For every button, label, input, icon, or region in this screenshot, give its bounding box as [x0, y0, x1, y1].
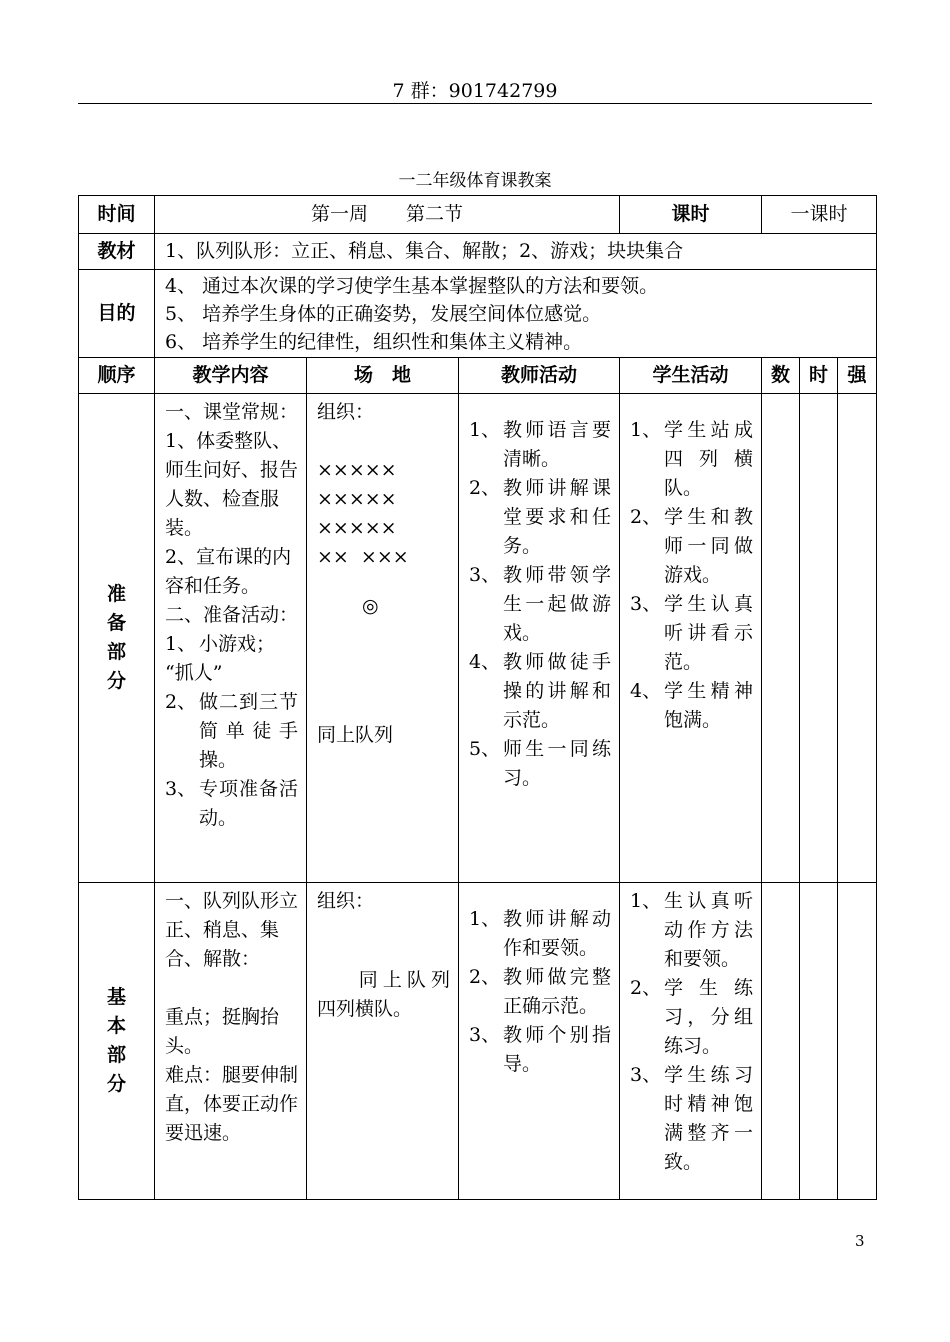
item-number: 4、: [469, 651, 501, 673]
item-number: 2、: [469, 966, 501, 988]
col-teacher: 教师活动: [459, 358, 620, 394]
formation-row: ×××××: [317, 488, 397, 510]
teacher-position-mark: ◎: [362, 595, 379, 617]
lesson-plan-table: [78, 195, 877, 1200]
prep-content-item: [165, 688, 298, 775]
teacher-activity-item: [469, 474, 611, 561]
col-count: 数: [762, 358, 800, 394]
teacher-activity-item: [469, 735, 611, 793]
time-row: [79, 196, 877, 234]
goal-row: [79, 270, 877, 358]
prep-content-item: [165, 630, 298, 659]
formation-row: ×××××: [317, 517, 397, 539]
col-content: 教学内容: [155, 358, 307, 394]
prep-content-item: [165, 775, 298, 833]
time-label: 时间: [79, 196, 155, 234]
material-row: [79, 234, 877, 270]
item-number: 2、: [165, 691, 197, 713]
goal-item: 6、 培养学生的纪律性，组织性和集体主义精神。: [165, 330, 583, 353]
goal-item: 5、 培养学生身体的正确姿势，发展空间体位感觉。: [165, 302, 602, 325]
formation-row: ×× ×××: [317, 546, 409, 568]
intensity-cell: [838, 394, 877, 883]
student-activity-item: [630, 590, 753, 677]
item-text: 学生认真听讲看示范。: [664, 593, 754, 673]
period-label: 课时: [620, 196, 762, 234]
item-text: 学生练习时精神饱满整齐一致。: [664, 1064, 754, 1173]
formation-row: ×××××: [317, 459, 397, 481]
document-title: 一二年级体育课教案: [398, 171, 552, 191]
column-header-row: [79, 358, 877, 394]
item-text: 教师语言要清晰。: [503, 419, 612, 470]
item-text: 专项准备活动。: [199, 778, 298, 829]
item-number: 2、: [630, 506, 662, 528]
teacher-activity-item: [469, 1021, 611, 1079]
item-text: 教师带领学生一起做游戏。: [503, 564, 612, 644]
item-text: 学生和教师一同做游戏。: [664, 506, 754, 586]
col-venue: 场 地: [307, 358, 459, 394]
basic-difficulty: 难点：腿要伸制直，体要正动作要迅速。: [165, 1064, 299, 1144]
item-number: 1、: [469, 908, 501, 930]
item-text: 师生一同练习。: [503, 738, 612, 789]
count-cell: [762, 394, 800, 883]
item-text: 小游戏；: [199, 633, 276, 655]
goal-item: 4、 通过本次课的学习使学生基本掌握整队的方法和要领。: [165, 274, 659, 297]
item-text: 做二到三节简单徒手操。: [199, 691, 298, 771]
teacher-activity-item: [469, 648, 611, 735]
student-activity-item: [630, 677, 753, 735]
item-number: 1、: [630, 419, 662, 441]
prep-row: [79, 394, 877, 883]
item-text: 教师做完整正确示范。: [503, 966, 612, 1017]
col-time: 时: [800, 358, 838, 394]
item-number: 3、: [630, 1064, 662, 1086]
student-activity-item: [630, 416, 753, 503]
count-cell: [762, 883, 800, 1200]
item-number: 3、: [469, 1024, 501, 1046]
item-text: 教师做徒手操的讲解和示范。: [503, 651, 612, 731]
prep-content-line: “抓人”: [165, 662, 223, 684]
material-value: 1、队列队形：立正、稍息、集合、解散；2、游戏；块块集合: [155, 234, 877, 270]
teacher-activity-item: [469, 905, 611, 963]
item-text: 生认真听动作方法和要领。: [664, 890, 754, 970]
item-number: 3、: [469, 564, 501, 586]
item-number: 3、: [165, 778, 197, 800]
prep-label: 准备部分: [106, 583, 126, 692]
venue-org-label: 组织：: [317, 890, 375, 912]
item-text: 教师讲解课堂要求和任务。: [503, 477, 612, 557]
time-cell: [800, 883, 838, 1200]
item-number: 4、: [630, 680, 662, 702]
student-activity-item: [630, 1061, 753, 1177]
venue-same-formation: 同上队列四列横队。: [317, 969, 450, 1020]
item-text: 学生精神饱满。: [664, 680, 754, 731]
teacher-activity-item: [469, 963, 611, 1021]
col-student: 学生活动: [620, 358, 762, 394]
item-number: 1、: [630, 890, 662, 912]
item-number: 3、: [630, 593, 662, 615]
student-activity-item: [630, 503, 753, 590]
item-number: 2、: [469, 477, 501, 499]
item-number: 1、: [469, 419, 501, 441]
item-number: 2、: [630, 977, 662, 999]
item-text: 教师个别指导。: [503, 1024, 612, 1075]
venue-org-label: 组织：: [317, 401, 375, 423]
page-header: 7 群：901742799: [392, 80, 558, 102]
col-intensity: 强: [838, 358, 877, 394]
item-text: 学生站成四列横队。: [664, 419, 754, 499]
item-text: 学生练习，分组练习。: [664, 977, 754, 1057]
prep-content-line: 二、准备活动：: [165, 604, 299, 626]
prep-content-line: 2、宣布课的内容和任务。: [165, 546, 292, 597]
student-activity-item: [630, 974, 753, 1061]
item-number: 1、: [165, 633, 197, 655]
student-activity-item: [630, 887, 753, 974]
col-order: 顺序: [79, 358, 155, 394]
period-value: 一课时: [762, 196, 877, 234]
prep-content-line: 1、体委整队、师生问好、报告人数、检查服装。: [165, 430, 299, 539]
basic-label: 基本部分: [106, 986, 126, 1095]
page-number: 3: [855, 1232, 865, 1250]
time-cell: [800, 394, 838, 883]
item-text: 教师讲解动作和要领。: [503, 908, 612, 959]
material-label: 教材: [79, 234, 155, 270]
venue-same-formation: 同上队列: [317, 724, 394, 746]
prep-content-line: 一、课堂常规：: [165, 401, 299, 423]
time-value: 第一周 第二节: [155, 196, 620, 234]
basic-content-line: 一、队列队形立正、稍息、集合、解散：: [165, 890, 299, 970]
goal-label: 目的: [79, 270, 155, 358]
teacher-activity-item: [469, 561, 611, 648]
header-rule: [78, 103, 872, 104]
basic-row: [79, 883, 877, 1200]
item-number: 5、: [469, 738, 501, 760]
teacher-activity-item: [469, 416, 611, 474]
intensity-cell: [838, 883, 877, 1200]
basic-key-point: 重点；挺胸抬头。: [165, 1006, 280, 1057]
